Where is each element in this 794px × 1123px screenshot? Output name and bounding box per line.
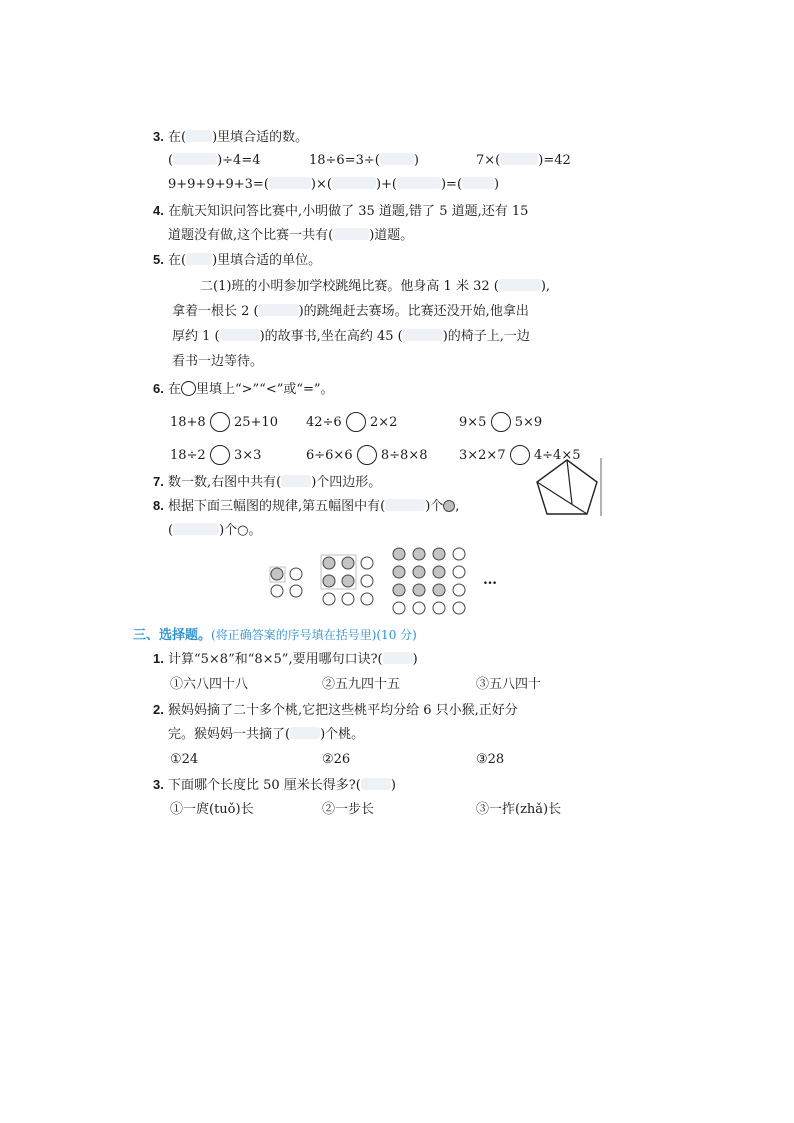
ellipsis: … [483, 572, 497, 588]
filled-dot [323, 557, 335, 569]
question-number: 1. [153, 651, 164, 666]
hollow-dot [342, 593, 354, 605]
compare-circle[interactable] [346, 412, 366, 432]
c1-option-3[interactable]: ③五八四十 [476, 677, 542, 692]
q6-r1-c3: 9×5 5×9 [459, 412, 542, 432]
q7: 7. 数一数,右图中共有( )个四边形。 [153, 474, 382, 490]
pentagon-outline [537, 460, 597, 514]
dot-pattern-figures [266, 544, 506, 620]
filled-dot [433, 566, 445, 578]
figure-2 [321, 555, 373, 605]
c2-line2: 完。猴妈妈一共摘了( )个桃。 [168, 727, 365, 742]
question-number: 7. [153, 474, 164, 489]
filled-dot [413, 548, 425, 560]
q6-r2-c3: 3×2×7 4÷4×5 [459, 445, 581, 465]
q3-row1-eq1: ( )÷4=4 [168, 153, 261, 168]
blank[interactable] [186, 130, 212, 142]
hollow-dot [361, 593, 373, 605]
compare-circle[interactable] [210, 445, 230, 465]
question-number: 8. [153, 498, 164, 513]
hollow-dot [453, 602, 465, 614]
blank[interactable] [332, 177, 376, 189]
filled-dot [342, 575, 354, 587]
q4-line2: 道题没有做,这个比赛一共有( )道题。 [168, 228, 414, 243]
compare-circle[interactable] [210, 412, 230, 432]
compare-circle[interactable] [491, 412, 511, 432]
question-number: 2. [153, 702, 164, 717]
filled-dot [342, 557, 354, 569]
blank[interactable] [380, 153, 414, 165]
filled-dot [433, 548, 445, 560]
c1-option-1[interactable]: ①六八四十八 [170, 677, 249, 692]
c3-option-3[interactable]: ③一拃(zhǎ)长 [476, 802, 562, 817]
hollow-dot [290, 568, 302, 580]
compare-circle[interactable] [357, 445, 377, 465]
figure-3 [393, 548, 465, 614]
blank[interactable] [383, 652, 413, 664]
blank[interactable] [385, 499, 425, 511]
hollow-dot [453, 548, 465, 560]
q3-row1-eq3: 7×( )=42 [476, 153, 571, 168]
circle-icon [181, 381, 196, 396]
hollow-dot [361, 557, 373, 569]
question-number: 3. [153, 777, 164, 792]
blank[interactable] [403, 329, 443, 341]
hollow-dot [453, 584, 465, 596]
hollow-dot [433, 602, 445, 614]
filled-dot [271, 568, 283, 580]
blank[interactable] [290, 727, 320, 739]
blank[interactable] [462, 177, 494, 189]
compare-circle[interactable] [510, 445, 530, 465]
hollow-dot [271, 585, 283, 597]
c2-option-1[interactable]: ①24 [170, 752, 199, 767]
hollow-dot [453, 566, 465, 578]
q5-para-line4: 看书一边等待。 [172, 354, 264, 369]
blank[interactable] [397, 177, 441, 189]
q5-para-line1: 二(1)班的小明参加学校跳绳比赛。他身高 1 米 32 ( ), [200, 279, 551, 294]
question-number: 3. [153, 129, 164, 144]
question-number: 4. [153, 203, 164, 218]
filled-dot [323, 575, 335, 587]
c2-line1: 2. 猴妈妈摘了二十多个桃,它把这些桃平均分给 6 只小猴,正好分 [153, 702, 518, 718]
c1-option-2[interactable]: ②五九四十五 [322, 677, 401, 692]
blank[interactable] [500, 153, 538, 165]
blank[interactable] [269, 177, 311, 189]
filled-dot [433, 584, 445, 596]
figure-1 [270, 567, 302, 597]
filled-dot [413, 566, 425, 578]
q3-row2: 9+9+9+9+3=( )×( )+( )=( ) [168, 177, 500, 192]
question-number: 6. [153, 381, 164, 396]
hollow-dot [361, 575, 373, 587]
blank[interactable] [361, 778, 391, 790]
q6-r1-c2: 42÷6 2×2 [306, 412, 397, 432]
q6-r2-c1: 18÷2 3×3 [170, 445, 261, 465]
q5-para-line3: 厚约 1 ( )的故事书,坐在高约 45 ( )的椅子上,一边 [172, 329, 530, 344]
section-3-header [133, 627, 417, 644]
c3-question: 3. 下面哪个长度比 50 厘米长得多?( ) [153, 777, 396, 793]
blank[interactable] [220, 329, 260, 341]
filled-dot [393, 566, 405, 578]
c3-option-2[interactable]: ②一步长 [322, 802, 375, 817]
pentagon-diagonal [537, 482, 587, 514]
filled-dot [393, 584, 405, 596]
c3-option-1[interactable]: ①一庹(tuǒ)长 [170, 802, 254, 817]
filled-dot [393, 548, 405, 560]
q8-line1: 8. 根据下面三幅图的规律,第五幅图中有( )个 , [153, 498, 460, 514]
blank[interactable] [186, 253, 212, 265]
blank[interactable] [333, 228, 369, 240]
pentagon-figure [534, 456, 604, 518]
c2-option-3[interactable]: ③28 [476, 752, 505, 767]
q5-para-line2: 拿着一根长 2 ( )的跳绳赶去赛场。比赛还没开始,他拿出 [172, 304, 529, 319]
q4-line1: 4. 在航天知识问答比赛中,小明做了 35 道题,错了 5 道题,还有 15 [153, 203, 529, 219]
blank[interactable] [281, 475, 311, 487]
filled-dot [413, 584, 425, 596]
q6-r1-c1: 18+8 25+10 [170, 412, 278, 432]
pentagon-inner-line [567, 460, 572, 504]
q3-row1-eq2: 18÷6=3÷( ) [309, 153, 419, 168]
hollow-dot [323, 593, 335, 605]
q5-title: 5. 在( )里填合适的单位。 [153, 252, 322, 268]
hollow-dot [393, 602, 405, 614]
c1-question: 1. 计算“5×8”和“8×5”,要用哪句口诀?( ) [153, 651, 418, 667]
q6-r2-c2: 6÷6×6 8÷8×8 [306, 445, 428, 465]
section-note: (将正确答案的序号填在括号里)(10 分) [211, 628, 417, 642]
question-number: 5. [153, 252, 164, 267]
filled-circle-icon [443, 500, 455, 512]
q3-title: 3. 在( )里填合适的数。 [153, 129, 309, 145]
c2-option-2[interactable]: ②26 [322, 752, 351, 767]
hollow-dot [413, 602, 425, 614]
blank[interactable] [173, 153, 217, 165]
blank[interactable] [173, 523, 219, 535]
q6-title: 6. 在 里填上“>”“<”或“=”。 [153, 381, 334, 397]
q8-line2: ( )个○。 [168, 523, 262, 538]
blank[interactable] [259, 304, 299, 316]
section-title: 三、选择题。 [133, 627, 212, 642]
blank[interactable] [499, 279, 541, 291]
hollow-dot [290, 585, 302, 597]
